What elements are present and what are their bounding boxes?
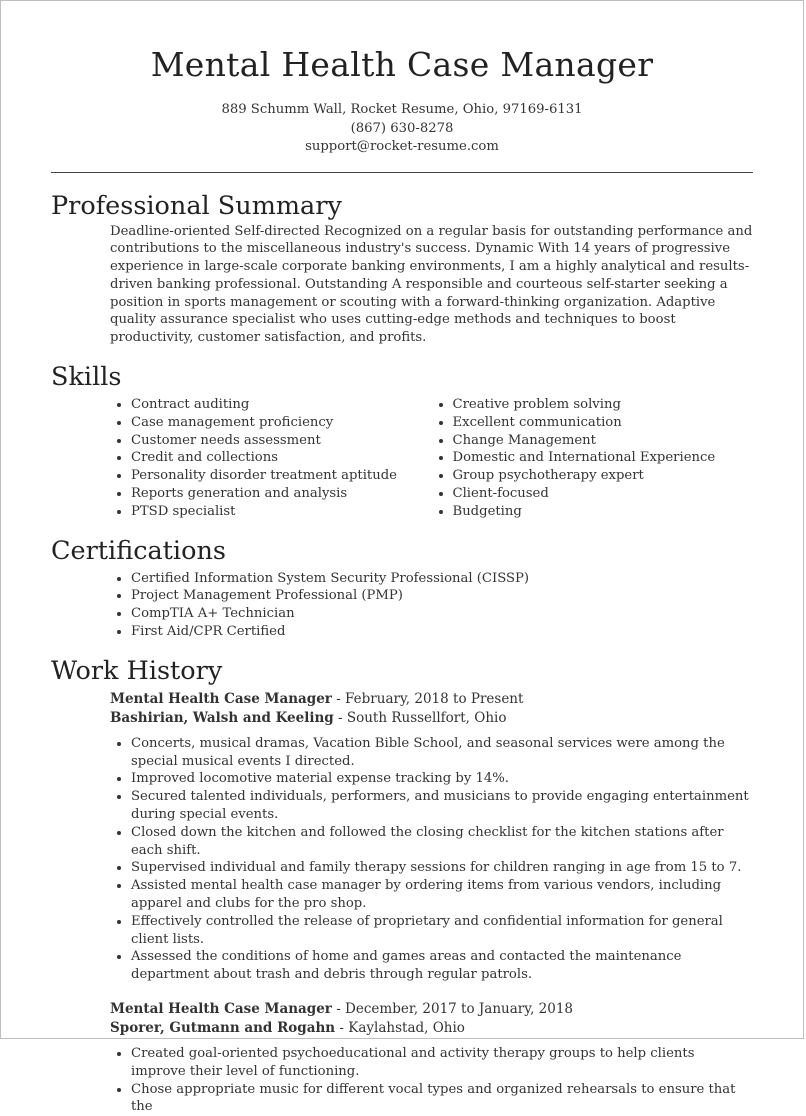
summary-title: Professional Summary [51, 190, 342, 221]
skill-item: • Excellent communication [453, 414, 754, 432]
job-bullets [110, 735, 753, 984]
certification-item: • First Aid/CPR Certified [131, 623, 753, 641]
skill-item: • Group psychotherapy expert [453, 467, 754, 485]
job-dates: - December, 2017 to January, 2018 [331, 1001, 574, 1017]
job-bullet: • Concerts, musical dramas, Vacation Bible School, and seasonal services were among the special musical events I directed. [131, 735, 753, 771]
skills-list [110, 396, 753, 521]
certifications-section [1, 536, 803, 641]
job-bullet: • Improved locomotive material expense tracking by 14%. [131, 770, 753, 788]
job-role: Mental Health Case Manager [110, 1001, 332, 1017]
job-bullet: • Effectively controlled the release of proprietary and confidential information for general client lists. [131, 913, 753, 949]
certification-item: • Project Management Professional (PMP) [131, 587, 753, 605]
summary-section [1, 191, 803, 348]
job-bullet: • Chose appropriate music for different vocal types and organized rehearsals to ensure that the [131, 1081, 753, 1116]
skills-column-left [110, 396, 432, 521]
job-bullet: • Secured talented individuals, performers, and musicians to provide engaging entertainment during special events. [131, 788, 753, 824]
job-bullets [110, 1045, 753, 1116]
header-divider [51, 172, 753, 173]
certification-item: • CompTIA A+ Technician [131, 605, 753, 623]
certifications-title: Certifications [51, 535, 226, 566]
certifications-list [110, 570, 753, 641]
skill-item: • Credit and collections [131, 449, 432, 467]
job-title-line [110, 690, 753, 709]
resume-header [1, 1, 803, 157]
skills-column-right [432, 396, 754, 521]
job-bullet: • Closed down the kitchen and followed the closing checklist for the kitchen stations after each shift. [131, 824, 753, 860]
job-company: Sporer, Gutmann and Rogahn [110, 1020, 336, 1036]
job-entry [110, 1000, 753, 1116]
certification-item: • Certified Information System Security Professional (CISSP) [131, 570, 753, 588]
summary-text: Deadline-oriented Self-directed Recognized on a regular basis for outstanding performance and contributions to the miscellaneous industry's success. Dynamic With 14 years of progressive experience in large-scale corporate banking environments, I am a highly analytical and results-driven banking professional. Outstanding A responsible and courteous self-starter seeking a position in sports management or scouting with a forward-thinking organization. Adaptive quality assurance specialist who uses cutting-edge methods and techniques to boost productivity, customer satisfaction, and profits. [110, 223, 753, 346]
skill-item: • Customer needs assessment [131, 432, 432, 450]
skill-item: • Client-focused [453, 485, 754, 503]
work-history-title: Work History [51, 655, 223, 686]
job-dates: - February, 2018 to Present [331, 690, 524, 707]
contact-block [1, 101, 803, 157]
skill-item: • Budgeting [453, 503, 754, 521]
skills-title: Skills [51, 362, 122, 393]
skill-item: • Change Management [453, 432, 754, 450]
skill-item: • Domestic and International Experience [453, 449, 754, 467]
job-bullet: • Supervised individual and family therapy sessions for children ranging in age from 15 to 7. [131, 859, 753, 877]
skill-item: • Creative problem solving [453, 396, 754, 414]
job-entry [110, 690, 753, 984]
job-bullet: • Assessed the conditions of home and games areas and contacted the maintenance department about trash and debris through regular patrols. [131, 948, 753, 984]
job-bullet: • Assisted mental health case manager by ordering items from various vendors, including apparel and clubs for the pro shop. [131, 877, 753, 913]
job-bullet: • Created goal-oriented psychoeducational and activity therapy groups to help clients improve their level of functioning. [131, 1045, 753, 1081]
job-company-line [110, 1019, 753, 1038]
address: 889 Schumm Wall, Rocket Resume, Ohio, 97169-6131 [221, 102, 583, 117]
skill-item: • PTSD specialist [131, 503, 432, 521]
job-location: - Kaylahstad, Ohio [335, 1020, 465, 1036]
phone: (867) 630-8278 [350, 120, 454, 136]
skill-item: • Personality disorder treatment aptitude [131, 467, 432, 485]
job-location: - South Russellfort, Ohio [333, 709, 507, 726]
skill-item: • Case management proficiency [131, 414, 432, 432]
skills-section [1, 362, 803, 521]
job-company-line [110, 709, 753, 728]
candidate-name: Mental Health Case Manager [150, 45, 654, 84]
work-history-section [1, 656, 803, 1116]
job-company: Bashirian, Walsh and Keeling [110, 709, 334, 726]
skill-item: • Reports generation and analysis [131, 485, 432, 503]
email: support@rocket-resume.com [305, 139, 499, 154]
job-role: Mental Health Case Manager [110, 690, 332, 707]
job-title-line [110, 1000, 753, 1019]
skill-item: • Contract auditing [131, 396, 432, 414]
